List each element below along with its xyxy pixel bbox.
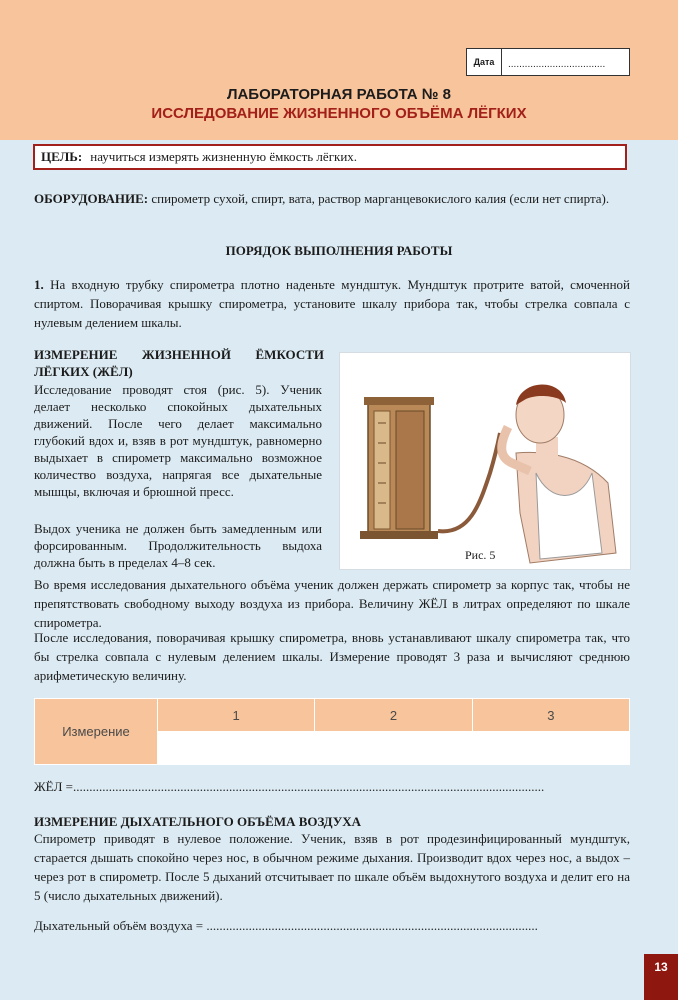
section1-heading: ИЗМЕРЕНИЕ ЖИЗНЕННОЙ ЁМКОСТИ ЛЁГКИХ (ЖЁЛ) <box>34 347 324 379</box>
procedure-heading: ПОРЯДОК ВЫПОЛНЕНИЯ РАБОТЫ <box>225 243 453 258</box>
volume-answer-line[interactable]: Дыхательный объём воздуха = ...................................................................................................... <box>34 918 538 933</box>
date-dots: ................................... <box>508 59 606 70</box>
step-number: 1. <box>34 277 44 292</box>
measurement-cell-2[interactable] <box>315 732 472 765</box>
equipment-text: спирометр сухой, спирт, вата, раствор марганцевокислого калия (если нет спирта). <box>151 191 610 206</box>
equipment-paragraph <box>34 189 630 208</box>
section1-paragraph-2: Выдох ученика не должен быть замедленным или форсированным. Продолжительность выдоха должна быть в пределах 4–8 сек. <box>34 521 322 570</box>
table-column-3: 3 <box>472 699 629 732</box>
figure-caption: Рис. 5 <box>465 548 496 562</box>
spirometer-figure <box>339 352 631 570</box>
date-field[interactable] <box>466 48 630 76</box>
lab-title: ЛАБОРАТОРНАЯ РАБОТА № 8 <box>226 86 452 103</box>
lab-subtitle: ИССЛЕДОВАНИЕ ЖИЗНЕННОГО ОБЪЁМА ЛЁГКИХ <box>151 105 527 122</box>
zhel-answer-line[interactable]: ЖЁЛ =................................................................................................................................................. <box>34 779 545 794</box>
spirometer-illustration <box>340 353 630 569</box>
section1-paragraph-3: Во время исследования дыхательного объёма ученик должен держать спирометр за корпус так, чтобы не препятствовать свободному выходу воздуха из прибора. Величину ЖЁЛ в литрах определяют по шкале спирометра. <box>34 577 630 630</box>
goal-label: ЦЕЛЬ: <box>41 149 83 164</box>
table-column-2: 2 <box>315 699 472 732</box>
measurement-table <box>34 698 630 765</box>
section2-paragraph: Спирометр приводят в нулевое положение. Ученик, взяв в рот продезинфицированный мундштук, старается дышать спокойно через нос, в обычном режиме дыхания. Производит вдох через нос, а выдох – через рот в спирометр. После 5 дыханий отсчитывает по шкале объём выдохнутого воздуха и делит его на 5 (число дыхательных движений). <box>34 831 630 903</box>
page-number: 13 <box>644 954 678 1000</box>
measurement-cell-1[interactable] <box>158 732 315 765</box>
section1-paragraph-4: После исследования, поворачивая крышку спирометра, вновь устанавливают шкалу спирометра так, что бы стрелка совпала с нулевым делением шкалы. Измерение проводят 3 раза и вычисляют среднюю арифметическую величину. <box>34 630 630 683</box>
measurement-cell-3[interactable] <box>472 732 629 765</box>
section1-paragraph-1: Исследование проводят стоя (рис. 5). Ученик делает несколько спокойных дыхательных движений. После чего делает максимально глубокий вдох и, взяв в рот мундштук, равномерно выдыхает в спирометр максимально возможное количество воздуха, напрягая все дыхательные мышцы, включая и брюшной пресс. <box>34 382 322 499</box>
table-column-1: 1 <box>158 699 315 732</box>
goal-box <box>33 144 627 170</box>
step-1 <box>34 275 630 332</box>
section2-heading: ИЗМЕРЕНИЕ ДЫХАТЕЛЬНОГО ОБЪЁМА ВОЗДУХА <box>34 814 362 829</box>
equipment-label: ОБОРУДОВАНИЕ: <box>34 191 149 206</box>
goal-text: научиться измерять жизненную ёмкость лёгких. <box>90 149 358 164</box>
date-label: Дата <box>467 49 502 75</box>
step-text: На входную трубку спирометра плотно наденьте мундштук. Мундштук протрите ватой, смоченной спиртом. Поворачивая крышку спирометра, установите шкалу прибора так, чтобы стрелка совпала с нулевым делением шкалы. <box>34 277 630 330</box>
table-row-label: Измерение <box>35 699 158 765</box>
